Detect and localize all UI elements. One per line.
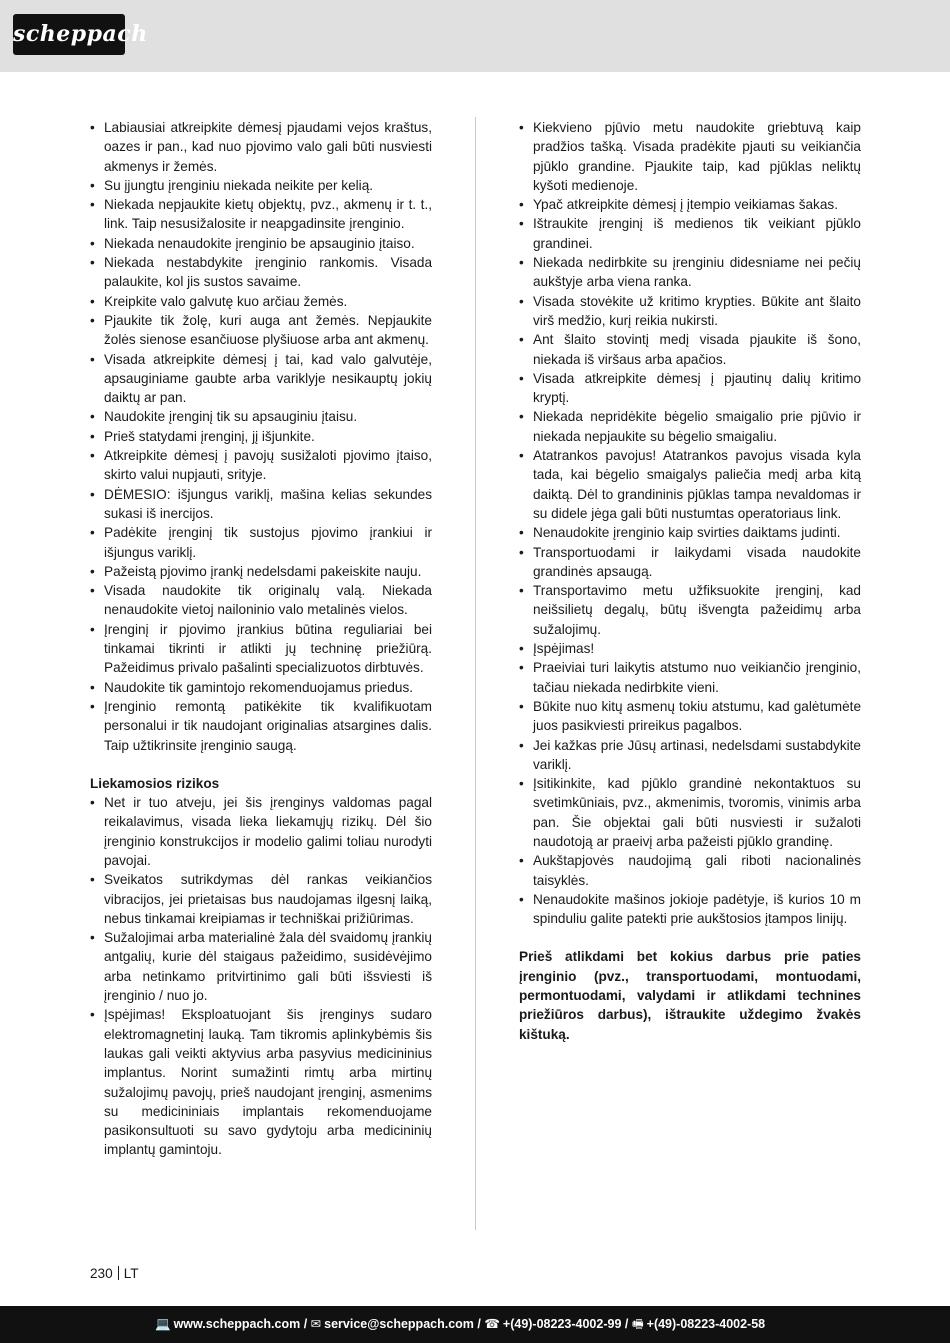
list-item: • Atatrankos pavojus! Atatrankos pavojus visada kyla tada, kai bėgelio smaigalys paliečia medį arba kitą daiktą. Dėl to grandininis pjūklas tampa nevaldomas ir su didele jėga gali būti nustumtas operatoriaus link. bbox=[519, 446, 861, 523]
page-number bbox=[90, 1266, 139, 1281]
footer-band bbox=[0, 1306, 950, 1343]
list-item: • Niekada nepjaukite kietų objektų, pvz., akmenų ir t. t., link. Taip nesusižalosite ir neapgadinsite įrenginio. bbox=[90, 195, 432, 234]
list-item: • Prieš statydami įrenginį, jį išjunkite. bbox=[90, 427, 432, 446]
mail-icon: ✉ bbox=[310, 1317, 322, 1331]
list-item: • Nenaudokite įrenginio kaip svirties daiktams judinti. bbox=[519, 523, 861, 542]
list-item: • Ištraukite įrenginį iš medienos tik veikiant pjūklo grandinei. bbox=[519, 214, 861, 253]
list-item: • Kiekvieno pjūvio metu naudokite griebtuvą kaip pradžios tašką. Visada pradėkite pjauti su veikiančia pjūklo grandine. Pjaukite taip, kad pjūklas neliktų kyšoti medienoje. bbox=[519, 118, 861, 195]
right-column bbox=[519, 118, 861, 1044]
list-item: • Niekada nestabdykite įrenginio rankomis. Visada palaukite, kol jis sustos savaime. bbox=[90, 253, 432, 292]
list-item: • Pažeistą pjovimo įrankį nedelsdami pakeiskite nauju. bbox=[90, 562, 432, 581]
list-item: • DĖMESIO: išjungus variklį, mašina kelias sekundes sukasi iš inercijos. bbox=[90, 485, 432, 524]
list-item: • Aukštapjovės naudojimą gali riboti nacionalinės taisyklės. bbox=[519, 851, 861, 890]
left-column bbox=[90, 118, 432, 1160]
list-item: • Niekada nenaudokite įrenginio be apsauginio įtaiso. bbox=[90, 234, 432, 253]
scheppach-logo: scheppach bbox=[13, 14, 125, 55]
column-divider bbox=[475, 117, 476, 1230]
list-item: • Visada naudokite tik originalų valą. Niekada nenaudokite vietoj nailoninio valo metalinės vielos. bbox=[90, 581, 432, 620]
safety-list bbox=[90, 118, 432, 755]
footer-phone: +(49)-08223-4002-99 bbox=[502, 1317, 622, 1331]
risk-list-item: • Net ir tuo atveju, jei šis įrenginys valdomas pagal reikalavimus, visada lieka liekamųjų rizikų. Dėl šio įrenginio konstrukcijos ir modelio galimi toliau nurodyti pavojai. bbox=[90, 793, 432, 870]
safety-list-continued bbox=[519, 118, 861, 928]
list-item: • Ant šlaito stovintį medį visada pjaukite iš šono, niekada iš viršaus arba apačios. bbox=[519, 330, 861, 369]
risk-list-item: • Sveikatos sutrikdymas dėl rankas veikiančios vibracijos, jei prietaisas bus naudojamas ilgesnį laiką, nebus tinkamai kreipiamas ir techniškai prižiūrimas. bbox=[90, 870, 432, 928]
list-item: • Su įjungtu įrenginiu niekada neikite per kelią. bbox=[90, 176, 432, 195]
list-item: • Atkreipkite dėmesį į pavojų susižaloti pjovimo įtaiso, skirto valui nupjauti, srityje. bbox=[90, 446, 432, 485]
language-code: LT bbox=[123, 1266, 139, 1281]
list-item: • Ypač atkreipkite dėmesį į įtempio veikiamas šakas. bbox=[519, 195, 861, 214]
phone-icon: ☎ bbox=[484, 1317, 500, 1331]
list-item: • Jei kažkas prie Jūsų artinasi, nedelsdami sustabdykite variklį. bbox=[519, 736, 861, 775]
page-number-value: 230 bbox=[90, 1266, 113, 1281]
computer-icon: 💻 bbox=[155, 1317, 171, 1331]
footer-contact: 💻 www.scheppach.com / ✉ service@scheppach.com / ☎ +(49)-08223-4002-99 / 🖷 +(49)-08223-4002-58 bbox=[155, 1317, 766, 1331]
footer-fax: +(49)-08223-4002-58 bbox=[646, 1317, 766, 1331]
list-item: • Naudokite tik gamintojo rekomenduojamus priedus. bbox=[90, 678, 432, 697]
list-item: • Kreipkite valo galvutę kuo arčiau žemės. bbox=[90, 292, 432, 311]
list-item: • Pjaukite tik žolę, kuri auga ant žemės. Nepjaukite žolės sienose esančiuose plyšiuose arba ant akmenų. bbox=[90, 311, 432, 350]
list-item: • Transportuodami ir laikydami visada naudokite grandinės apsaugą. bbox=[519, 543, 861, 582]
footer-web[interactable]: www.scheppach.com bbox=[173, 1317, 301, 1331]
list-item: • Nenaudokite mašinos jokioje padėtyje, iš kurios 10 m spinduliu galite patekti prie aukštosios įtampos linijų. bbox=[519, 890, 861, 929]
section-title: Liekamosios rizikos bbox=[90, 775, 220, 791]
list-item: • Visada atkreipkite dėmesį į pjautinų dalių kritimo kryptį. bbox=[519, 369, 861, 408]
residual-risk-list bbox=[90, 793, 432, 1160]
list-item: • Būkite nuo kitų asmenų tokiu atstumu, kad galėtumėte juos pasikviesti prireikus pagalbos. bbox=[519, 697, 861, 736]
list-item: • Įsitikinkite, kad pjūklo grandinė nekontaktuos su svetimkūniais, pvz., akmenimis, tvoromis, vinimis arba pan. Šie objektai gali būti nusviesti ir sužaloti naudotoją ar praeivį arba pažeisti pjūklo grandinę. bbox=[519, 774, 861, 851]
list-item: • Niekada nedirbkite su įrenginiu didesniame nei pečių aukštyje arba viena ranka. bbox=[519, 253, 861, 292]
risk-list-item: • Sužalojimai arba materialinė žala dėl svaidomų įrankių antgalių, kurie dėl staigaus pažeidimo, susidėvėjimo arba netinkamo pritvirtinimo gali būti išsviesti iš įrenginio / nuo jo. bbox=[90, 928, 432, 1005]
list-item: • Naudokite įrenginį tik su apsauginiu įtaisu. bbox=[90, 407, 432, 426]
list-item: • Padėkite įrenginį tik sustojus pjovimo įrankiui ir išjungus variklį. bbox=[90, 523, 432, 562]
list-item: • Įspėjimas! bbox=[519, 639, 861, 658]
fax-icon: 🖷 bbox=[631, 1317, 644, 1331]
list-item: • Transportavimo metu užfiksuokite įrenginį, kad neišsilietų degalų, būtų išvengta pažeidimų arba sužalojimų. bbox=[519, 581, 861, 639]
page-number-separator bbox=[118, 1266, 119, 1280]
list-item: • Praeiviai turi laikytis atstumo nuo veikiančio įrenginio, tačiau niekada nedirbkite vieni. bbox=[519, 658, 861, 697]
list-item: • Niekada nepridėkite bėgelio smaigalio prie pjūvio ir niekada nepjaukite su bėgelio smaigaliu. bbox=[519, 407, 861, 446]
list-item: • Visada stovėkite už kritimo krypties. Būkite ant šlaito virš medžio, kurį reikia nukirsti. bbox=[519, 292, 861, 331]
risk-list-item: • Įspėjimas! Eksploatuojant šis įrenginys sudaro elektromagnetinį lauką. Tam tikromis aplinkybėmis šis laukas gali veikti aktyvius arba pasyvius medicininius implantus. Norint sumažinti rimtų arba mirtinų sužalojimų pavojų, prieš naudojant įrenginį, asmenims su medicininiais implantais rekomenduojame pasikonsultuoti su savo gydytoju arba medicininių implantų gamintoju. bbox=[90, 1005, 432, 1159]
final-note: Prieš atlikdami bet kokius darbus prie paties įrenginio (pvz., transportuodami, montuodami, permontuodami, valydami ir atlikdami technines priežiūros darbus), ištraukite uždegimo žvakės kištuką. bbox=[519, 949, 861, 1042]
list-item: • Įrenginio remontą patikėkite tik kvalifikuotam personalui ir tik naudojant originalias atsargines dalis. Taip užtikrinsite įrenginio saugą. bbox=[90, 697, 432, 755]
list-item: • Įrenginį ir pjovimo įrankius būtina reguliariai bei tinkamai tikrinti ir atlikti jų techninę priežiūrą. Pažeidimus privalo pašalinti specializuotos dirbtuvės. bbox=[90, 620, 432, 678]
header-band bbox=[0, 0, 950, 72]
list-item: • Labiausiai atkreipkite dėmesį pjaudami vejos kraštus, oazes ir pan., kad nuo pjovimo valo gali būti nusviesti akmenys ir žemės. bbox=[90, 118, 432, 176]
footer-email[interactable]: service@scheppach.com bbox=[324, 1317, 474, 1331]
list-item: • Visada atkreipkite dėmesį į tai, kad valo galvutėje, apsauginiame gaubte arba variklyje nesikauptų jokių daiktų ar pan. bbox=[90, 350, 432, 408]
